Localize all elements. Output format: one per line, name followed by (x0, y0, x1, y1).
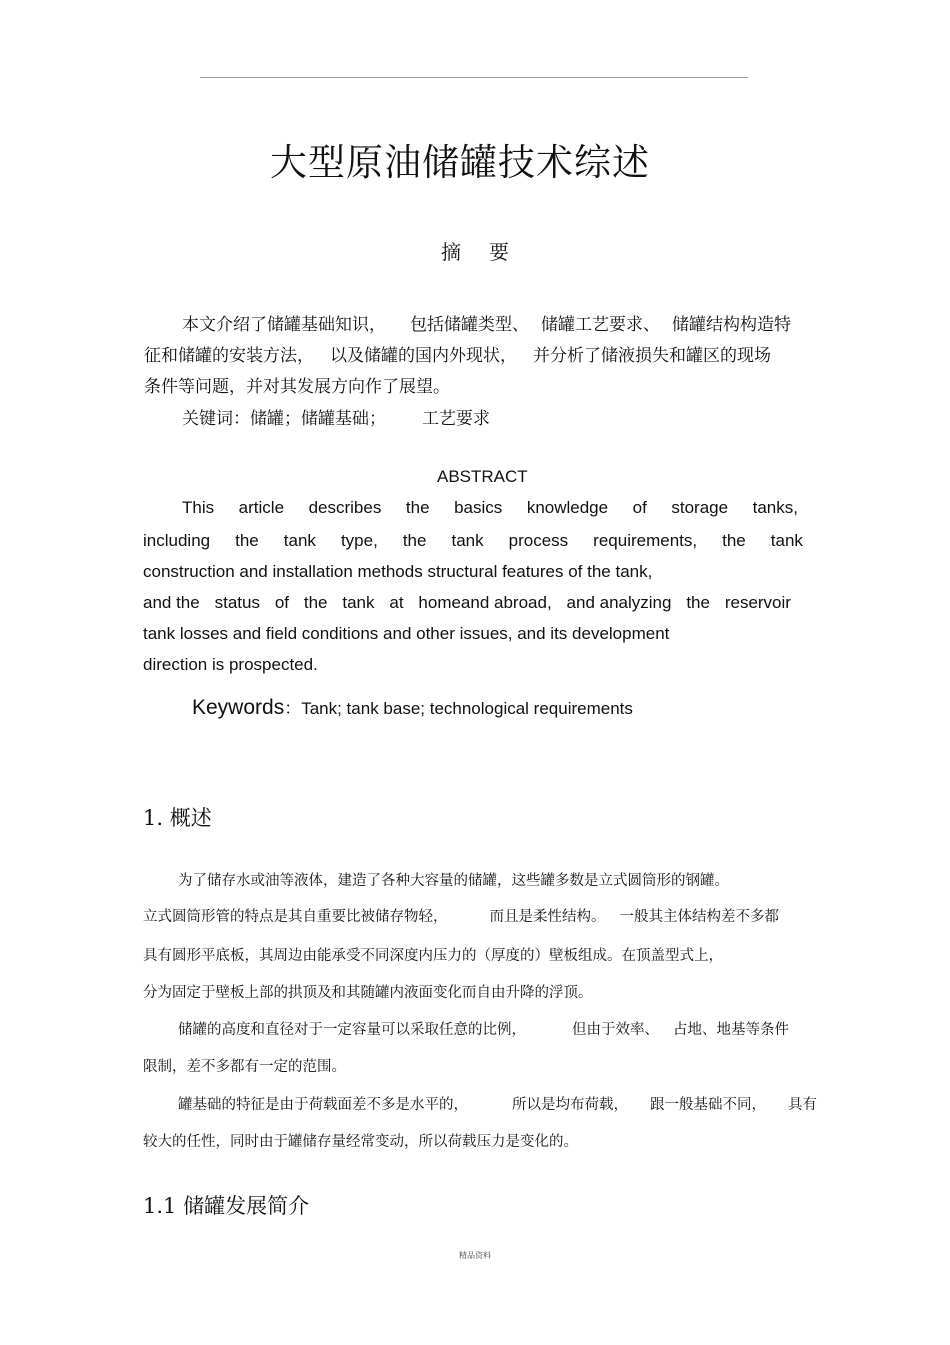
section-1-line-2 (143, 905, 779, 926)
word: requirements, (593, 531, 698, 550)
abstract-cn-segment: 并分析了储液损失和罐区的现场 (533, 346, 771, 366)
word: the (686, 593, 710, 612)
body-segment: 一般其主体结构差不多都 (619, 909, 779, 925)
section-1-heading: 1. 概述 (143, 806, 212, 830)
abstract-cn-segment: 征和储罐的安装方法， (144, 346, 314, 366)
body-segment: 储罐的高度和直径对于一定容量可以采取任意的比例， (178, 1022, 526, 1038)
abstract-cn-segment: 包括储罐类型、 (410, 315, 529, 335)
word: the (235, 531, 259, 550)
abstract-cn-segment: 储罐结构构造特 (672, 315, 791, 335)
word: and the (143, 593, 200, 612)
word: and analyzing (566, 593, 672, 612)
word: tank (283, 531, 316, 550)
word: basics (454, 498, 503, 517)
body-segment: 具有 (788, 1097, 817, 1113)
abstract-en-line-4 (143, 593, 791, 613)
word: describes (308, 498, 382, 517)
keywords-en-text: Tank; tank base; technological requirements (301, 699, 633, 718)
word: homeand abroad, (418, 593, 552, 612)
body-segment: 为了储存水或油等液体，建造了各种大容量的储罐，这些罐多数是立式圆筒形的钢罐。 (178, 873, 729, 889)
body-segment: 较大的任性，同时由于罐储存量经常变动，所以荷载压力是变化的。 (143, 1134, 578, 1150)
word: tank (342, 593, 375, 612)
section-1-line-6 (143, 1055, 346, 1076)
keywords-en-label: Keywords (192, 696, 285, 719)
word: the (405, 498, 430, 517)
word: at (389, 593, 404, 612)
body-segment: 占地、地基等条件 (673, 1022, 789, 1038)
word: This (182, 498, 215, 517)
word: tank (451, 531, 484, 550)
body-segment: 分为固定于壁板上部的拱顶及和其随罐内液面变化而自由升降的浮顶。 (143, 985, 593, 1001)
abstract-en-line-1 (182, 498, 798, 518)
abstract-cn-line-3 (144, 372, 450, 397)
abstract-en-line-2 (143, 531, 803, 551)
body-segment: 立式圆筒形管的特点是其自重要比被储存物轻， (143, 909, 448, 925)
page-footer: 精品资料 (459, 1251, 491, 1260)
abstract-heading: 摘要 (441, 240, 537, 264)
word: the (303, 593, 328, 612)
body-segment: 但由于效率、 (572, 1022, 659, 1038)
body-segment: 具有圆形平底板，其周边由能承受不同深度内压力的（厚度的）壁板组成。在顶盖型式上， (143, 948, 723, 964)
word: the (402, 531, 427, 550)
word: tanks, (752, 498, 798, 517)
word: status (214, 593, 260, 612)
header-rule (200, 77, 748, 78)
keywords-cn-segment: 工艺要求 (422, 409, 490, 429)
abstract-en-heading: ABSTRACT (437, 467, 528, 486)
section-1-1-heading: 1.1 储罐发展简介 (143, 1194, 310, 1218)
word: including (143, 531, 211, 550)
abstract-cn-segment: 储罐工艺要求、 (541, 315, 660, 335)
word: the (722, 531, 746, 550)
word: of (632, 498, 647, 517)
abstract-cn-line-1 (182, 310, 791, 335)
abstract-en-line-3: construction and installation methods structural features of the tank, (143, 562, 653, 581)
document-title: 大型原油储罐技术综述 (270, 141, 650, 184)
section-1-line-8 (143, 1130, 578, 1151)
word: type, (340, 531, 378, 550)
word: process (508, 531, 569, 550)
body-segment: 跟一般基础不同， (650, 1097, 766, 1113)
abstract-cn-line-2 (144, 341, 771, 366)
body-segment: 所以是均布荷载， (512, 1097, 628, 1113)
word: reservoir (724, 593, 791, 612)
section-1-line-1 (178, 869, 729, 890)
body-segment: 限制，差不多都有一定的范围。 (143, 1059, 346, 1075)
abstract-cn-segment: 条件等问题，并对其发展方向作了展望。 (144, 377, 450, 397)
section-1-line-4 (143, 981, 593, 1002)
section-1-line-3 (143, 944, 723, 965)
keywords-cn-segment: 关键词：储罐；储罐基础； (182, 409, 386, 429)
keywords-en-colon: ： (284, 699, 302, 718)
body-segment: 而且是柔性结构。 (489, 909, 606, 925)
word: storage (671, 498, 729, 517)
word: knowledge (526, 498, 609, 517)
word: article (238, 498, 285, 517)
word: of (274, 593, 289, 612)
body-segment: 罐基础的特征是由于荷载面差不多是水平的， (178, 1097, 468, 1113)
abstract-en-line-5: tank losses and field conditions and other issues, and its development (143, 624, 670, 643)
word: tank (770, 531, 803, 550)
abstract-cn-segment: 以及储罐的国内外现状， (330, 346, 517, 366)
abstract-cn-segment: 本文介绍了储罐基础知识， (182, 315, 386, 335)
keywords-en (192, 694, 633, 720)
keywords-cn (182, 404, 490, 429)
section-1-line-5 (178, 1018, 789, 1039)
section-1-line-7 (178, 1093, 817, 1114)
abstract-en-line-6: direction is prospected. (143, 655, 318, 674)
